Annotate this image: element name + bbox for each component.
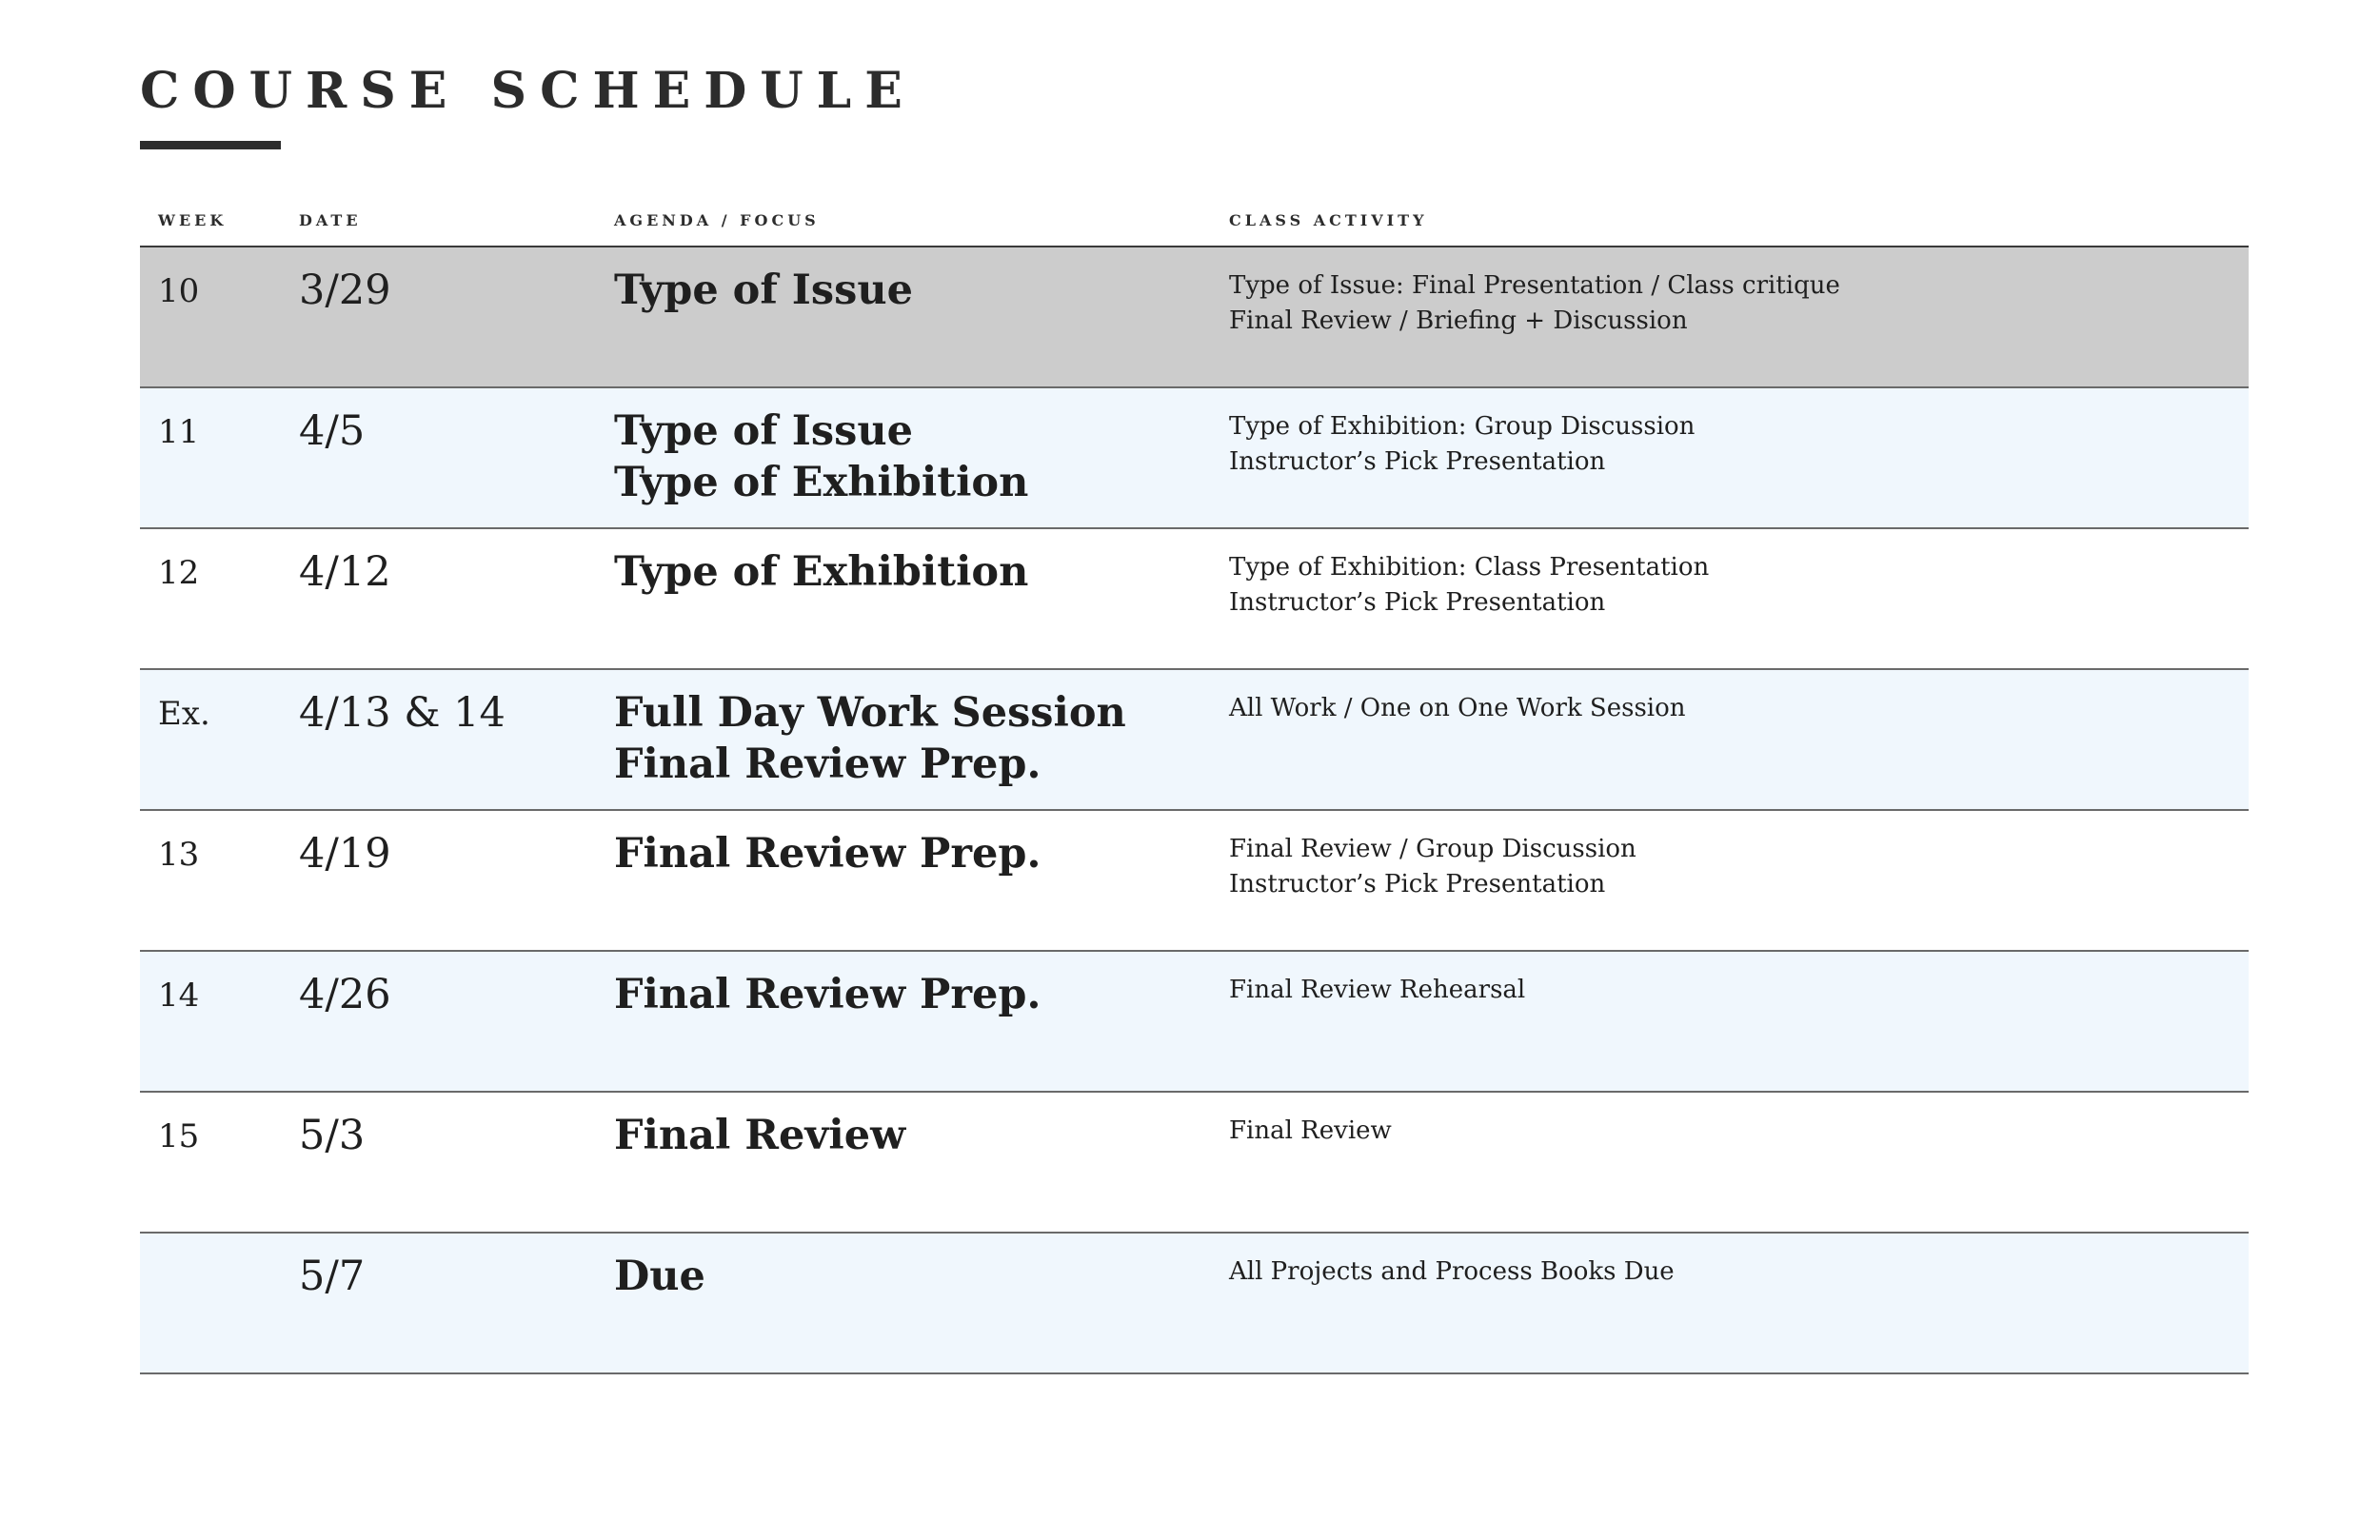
- table-row: [140, 670, 2249, 811]
- agenda-cell: [614, 969, 1214, 1020]
- table-row: [140, 811, 2249, 952]
- week-cell: 13: [158, 836, 200, 874]
- agenda-line: Due: [614, 1253, 705, 1300]
- date-cell: 4/5: [299, 407, 366, 455]
- agenda-line: Final Review: [614, 1112, 906, 1159]
- page-title: COURSE SCHEDULE: [140, 62, 916, 120]
- agenda-cell: [614, 1251, 1214, 1302]
- header-agenda: AGENDA / FOCUS: [614, 211, 820, 229]
- activity-line: Type of Exhibition: Group Discussion: [1229, 412, 1696, 441]
- activity-line: Final Review: [1229, 1116, 1392, 1145]
- week-cell: 14: [158, 977, 200, 1015]
- activity-cell: [1229, 691, 2238, 726]
- activity-line: Final Review / Briefing + Discussion: [1229, 306, 1688, 335]
- table-row: [140, 247, 2249, 388]
- activity-cell: [1229, 1114, 2238, 1149]
- activity-line: Instructor’s Pick Presentation: [1229, 870, 1606, 898]
- activity-cell: [1229, 268, 2238, 339]
- date-cell: 4/26: [299, 971, 391, 1018]
- agenda-cell: [614, 828, 1214, 879]
- agenda-line: Type of Exhibition: [614, 459, 1029, 506]
- week-cell: Ex.: [158, 695, 210, 733]
- title-underline: [140, 141, 281, 149]
- week-cell: 10: [158, 272, 200, 310]
- table-row: [140, 952, 2249, 1093]
- activity-line: Instructor’s Pick Presentation: [1229, 588, 1606, 617]
- schedule-table: [140, 209, 2249, 1374]
- activity-cell: [1229, 1254, 2238, 1290]
- agenda-cell: [614, 1110, 1214, 1161]
- table-header: [140, 209, 2249, 247]
- table-row: [140, 1093, 2249, 1234]
- date-cell: 3/29: [299, 267, 391, 314]
- date-cell: 5/3: [299, 1112, 366, 1159]
- header-date: DATE: [299, 211, 362, 229]
- week-cell: 11: [158, 413, 200, 451]
- agenda-cell: [614, 265, 1214, 316]
- agenda-cell: [614, 687, 1214, 790]
- activity-line: Final Review / Group Discussion: [1229, 835, 1636, 863]
- agenda-cell: [614, 546, 1214, 598]
- agenda-line: Type of Issue: [614, 267, 913, 314]
- activity-cell: [1229, 409, 2238, 480]
- week-cell: 15: [158, 1117, 200, 1155]
- table-body: [140, 247, 2249, 1374]
- agenda-line: Final Review Prep.: [614, 830, 1041, 878]
- activity-line: Final Review Rehearsal: [1229, 976, 1526, 1004]
- agenda-cell: [614, 405, 1214, 508]
- activity-line: Instructor’s Pick Presentation: [1229, 447, 1606, 476]
- header-activity: CLASS ACTIVITY: [1229, 211, 1428, 229]
- agenda-line: Full Day Work Session: [614, 689, 1126, 737]
- agenda-line: Type of Issue: [614, 407, 913, 455]
- date-cell: 4/13 & 14: [299, 689, 506, 737]
- date-cell: 4/12: [299, 548, 391, 596]
- agenda-line: Type of Exhibition: [614, 548, 1029, 596]
- activity-line: All Projects and Process Books Due: [1229, 1257, 1675, 1286]
- table-row: [140, 388, 2249, 529]
- date-cell: 5/7: [299, 1253, 366, 1300]
- activity-line: Type of Exhibition: Class Presentation: [1229, 553, 1710, 582]
- activity-line: Type of Issue: Final Presentation / Class critique: [1229, 271, 1840, 300]
- week-cell: 12: [158, 554, 200, 592]
- activity-cell: [1229, 550, 2238, 621]
- agenda-line: Final Review Prep.: [614, 740, 1041, 788]
- table-row: [140, 529, 2249, 670]
- header-week: WEEK: [158, 211, 228, 229]
- table-row: [140, 1234, 2249, 1374]
- activity-cell: [1229, 832, 2238, 902]
- activity-line: All Work / One on One Work Session: [1229, 694, 1686, 722]
- agenda-line: Final Review Prep.: [614, 971, 1041, 1018]
- date-cell: 4/19: [299, 830, 391, 878]
- activity-cell: [1229, 973, 2238, 1008]
